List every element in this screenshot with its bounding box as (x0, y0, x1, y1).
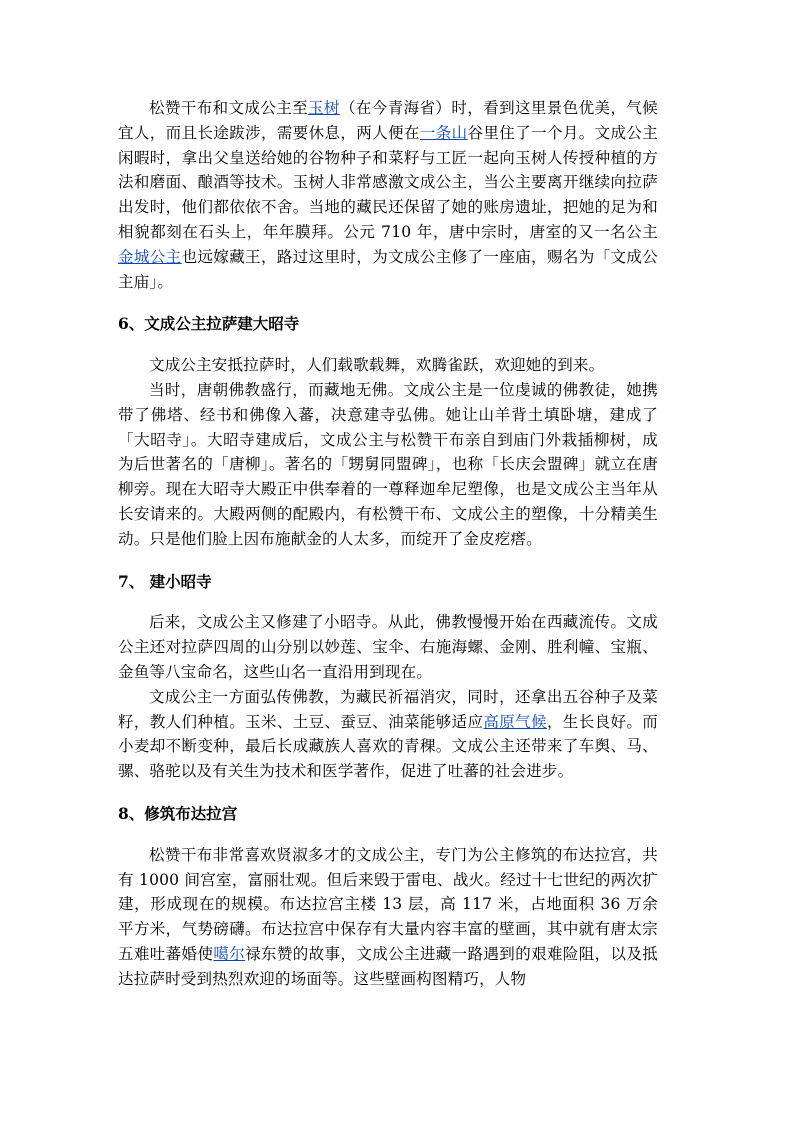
link-jincheng-gongzhu[interactable]: 金城公主 (118, 247, 182, 266)
link-gaer[interactable]: 噶尔 (213, 944, 246, 963)
paragraph-arrival-lhasa: 文成公主安抵拉萨时，人们载歌载舞，欢腾雀跃，欢迎她的到来。 (149, 356, 605, 375)
paragraph-yushu (118, 96, 658, 294)
paragraph-jokhang: 当时，唐朝佛教盛行，而藏地无佛。文成公主是一位虔诚的佛教徒，她携带了佛塔、经书和佛像入蕃，决意建寺弘佛。她让山羊背土填卧塘，建成了「大昭寺」。大昭寺建成后，文成公主与松赞干布亲自到庙门外栽插柳树，成为后世著名的「唐柳」。著名的「甥舅同盟碑」，也称「长庆会盟碑」就立在唐柳旁。现在大昭寺大殿正中供奉着的一尊释迦牟尼塑像，也是文成公主当年从长安请来的。大殿两侧的配殿内，有松赞干布、文成公主的塑像，十分精美生动。只是他们脸上因布施献金的人太多，而绽开了金皮疙瘩。 (118, 380, 658, 548)
document-page (118, 96, 658, 992)
heading-section-8: 8、修筑布达拉宫 (118, 803, 238, 823)
link-yitiaoshan[interactable]: 一条山 (419, 123, 468, 142)
text-segment: 禄东赞的故事，文成公主进藏一路遇到的艰难险阻，以及抵达拉萨时受到热烈欢迎的场面等。这些壁画构图精巧，人物 (118, 944, 658, 988)
heading-section-7: 7、 建小昭寺 (118, 571, 212, 591)
paragraph-potala (118, 843, 658, 992)
link-yushu[interactable]: 玉树 (308, 99, 340, 117)
link-gaoyuan-qihou[interactable]: 高原气候 (483, 712, 547, 731)
paragraph-agriculture (118, 685, 658, 784)
text-segment: 文成公主一方面弘传佛教，为藏民祈福消灾，同时，还拿出五谷种子及菜籽，教人们种植。玉米、土豆、蚕豆、油菜能够适应 (118, 687, 658, 731)
text-segment: 松赞干布和文成公主至 (149, 99, 309, 117)
text-segment: （在今青海省）时，看到这里景色优美，气候宜人，而且长途跋涉，需要休息，两人便在 (118, 99, 658, 142)
text-segment: 也远嫁藏王，路过这里时，为文成公主修了一座庙，赐名为「文成公主庙」。 (118, 247, 658, 291)
text-segment: 松赞干布非常喜欢贤淑多才的文成公主，专门为公主修筑的布达拉宫，共有 1000 间宫室，富丽壮观。但后来毁于雷电、战火。经过十七世纪的两次扩建，形成现在的规模。布达拉宫主楼 13 层，高 117 米，占地面积 36 万余平方米，气势磅礴。布达拉宫中保存有大量内容丰富的壁画，其中就有唐太宗五难吐蕃婚使 (118, 845, 658, 963)
paragraph-ramoche: 后来，文成公主又修建了小昭寺。从此，佛教慢慢开始在西藏流传。文成公主还对拉萨四周的山分别以妙莲、宝伞、右施海螺、金刚、胜利幢、宝瓶、金鱼等八宝命名，这些山名一直沿用到现在。 (118, 613, 658, 681)
text-segment: 谷里住了一个月。文成公主闲暇时，拿出父皇送给她的谷物种子和菜籽与工匠一起向玉树人传授种植的方法和磨面、酿酒等技术。玉树人非常感激文成公主，当公主要离开继续向拉萨出发时，他们都依依不舍。当地的藏民还保留了她的账房遗址，把她的足为和相貌都刻在石头上，年年膜拜。公元 710 年，唐中宗时，唐室的又一名公主 (118, 123, 658, 241)
heading-section-6: 6、文成公主拉萨建大昭寺 (118, 314, 300, 334)
text-segment: ，生长良好。而小麦却不断变种，最后长成藏族人喜欢的青稞。文成公主还带来了车舆、马、骡、骆驼以及有关生为技术和医学著作，促进了吐蕃的社会进步。 (118, 712, 658, 781)
